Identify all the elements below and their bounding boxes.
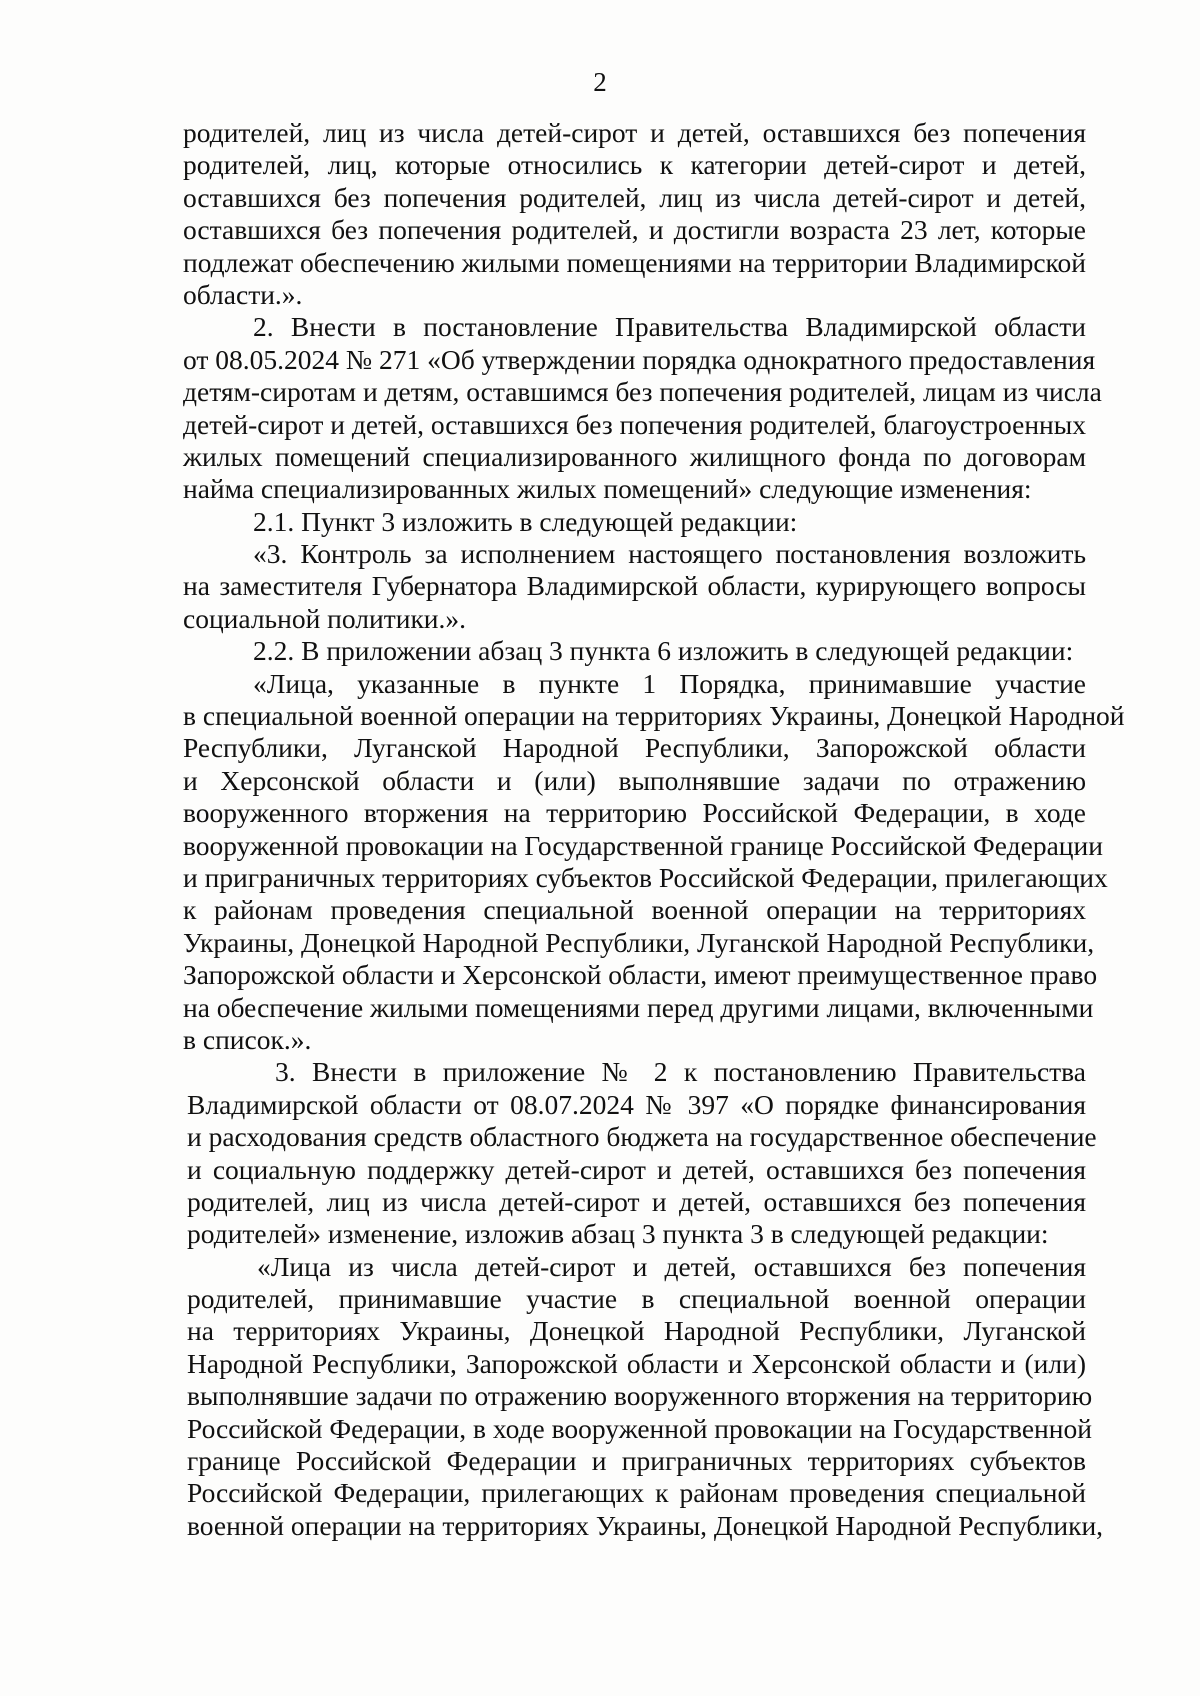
text-line: и приграничных территориях субъектов Российской Федерации, прилегающих — [183, 861, 1108, 893]
text-line: Республики, Луганской Народной Республики, Запорожской области — [183, 732, 1086, 764]
text-line: подлежат обеспечению жилыми помещениями на территории Владимирской — [183, 246, 1086, 278]
text-line: вооруженной провокации на Государственной границе Российской Федерации — [183, 829, 1103, 861]
text-line: границе Российской Федерации и приграничных территориях субъектов — [187, 1445, 1086, 1477]
text-line: в список.». — [183, 1023, 312, 1055]
text-line: 2.2. В приложении абзац 3 пункта 6 изложить в следующей редакции: — [253, 635, 1074, 667]
text-line: детей-сирот и детей, оставшихся без попечения родителей, благоустроенных — [183, 408, 1086, 440]
text-line: и Херсонской области и (или) выполнявшие задачи по отражению — [183, 764, 1086, 796]
text-line: 2.1. Пункт 3 изложить в следующей редакции: — [253, 505, 798, 537]
text-line: Народной Республики, Запорожской области и Херсонской области и (или) — [187, 1347, 1086, 1379]
text-line: Российской Федерации, в ходе вооруженной провокации на Государственной — [187, 1412, 1092, 1444]
text-line: и социальную поддержку детей-сирот и детей, оставшихся без попечения — [187, 1153, 1086, 1185]
text-line: «Лица, указанные в пункте 1 Порядка, принимавшие участие — [253, 667, 1086, 699]
text-line: родителей» изменение, изложив абзац 3 пункта 3 в следующей редакции: — [187, 1218, 1049, 1250]
text-line: выполнявшие задачи по отражению вооруженного вторжения на территорию — [187, 1380, 1093, 1412]
text-line: и расходования средств областного бюджета на государственное обеспечение — [187, 1121, 1097, 1153]
text-line: Запорожской области и Херсонской области, имеют преимущественное право — [183, 959, 1098, 991]
text-line: на обеспечение жилыми помещениями перед другими лицами, включенными — [183, 991, 1094, 1023]
text-line: военной операции на территориях Украины, Донецкой Народной Республики, — [187, 1509, 1104, 1541]
text-line: оставшихся без попечения родителей, лиц из числа детей-сирот и детей, — [183, 181, 1086, 213]
text-line: детям-сиротам и детям, оставшимся без попечения родителей, лицам из числа — [183, 376, 1102, 408]
text-line: вооруженного вторжения на территорию Российской Федерации, в ходе — [183, 797, 1086, 829]
document-body — [183, 117, 1125, 1542]
text-line: «Лица из числа детей-сирот и детей, оставшихся без попечения — [257, 1250, 1086, 1282]
text-line: на территориях Украины, Донецкой Народной Республики, Луганской — [187, 1315, 1086, 1347]
text-line: на заместителя Губернатора Владимирской области, курирующего вопросы — [183, 570, 1086, 602]
page-number: 2 — [593, 67, 607, 97]
text-line: оставшихся без попечения родителей, и достигли возраста 23 лет, которые — [183, 214, 1086, 246]
text-line: в специальной военной операции на территориях Украины, Донецкой Народной — [183, 700, 1125, 732]
text-line: жилых помещений специализированного жилищного фонда по договорам — [183, 440, 1086, 472]
text-line: Украины, Донецкой Народной Республики, Луганской Народной Республики, — [183, 926, 1095, 958]
text-line: области.». — [183, 278, 303, 310]
text-line: социальной политики.». — [183, 602, 467, 634]
text-line: родителей, принимавшие участие в специальной военной операции — [187, 1283, 1086, 1315]
text-line: родителей, лиц, которые относились к категории детей-сирот и детей, — [183, 149, 1086, 181]
text-line: родителей, лиц из числа детей-сирот и детей, оставшихся без попечения — [187, 1185, 1086, 1217]
text-line: 3. Внести в приложение № 2 к постановлению Правительства — [275, 1056, 1086, 1088]
text-line: «3. Контроль за исполнением настоящего постановления возложить — [253, 538, 1086, 570]
text-line: к районам проведения специальной военной операции на территориях — [183, 894, 1086, 926]
text-line: от 08.05.2024 № 271 «Об утверждении порядка однократного предоставления — [183, 343, 1096, 375]
text-line: найма специализированных жилых помещений» следующие изменения: — [183, 473, 1032, 505]
text-line: Российской Федерации, прилегающих к районам проведения специальной — [187, 1477, 1086, 1509]
text-line: Владимирской области от 08.07.2024 № 397 «О порядке финансирования — [187, 1088, 1086, 1120]
text-line: 2. Внести в постановление Правительства Владимирской области — [253, 311, 1086, 343]
text-line: родителей, лиц из числа детей-сирот и детей, оставшихся без попечения — [183, 117, 1086, 148]
